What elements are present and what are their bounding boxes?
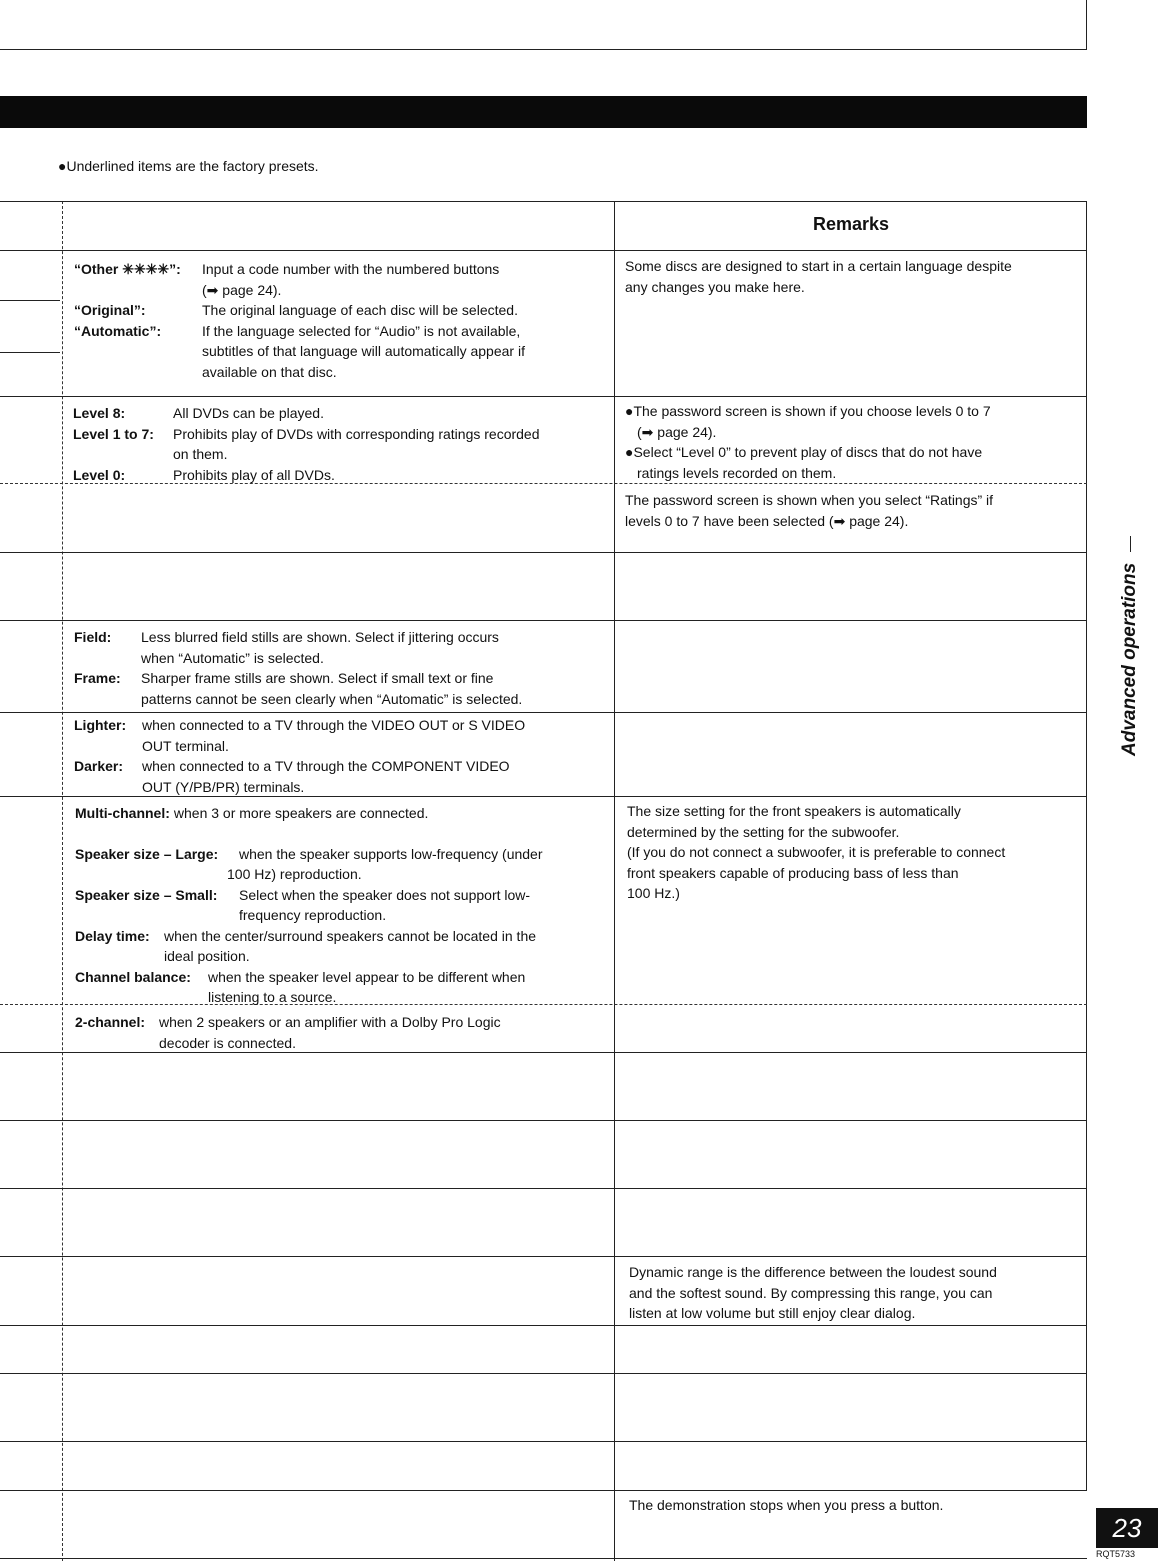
option-text: frequency reproduction. (239, 907, 387, 923)
remarks-header: Remarks (812, 214, 890, 234)
speaker-options (75, 803, 610, 1008)
row-stub-line (0, 352, 60, 353)
remark-line: Some discs are designed to start in a certain language despite (625, 258, 1012, 274)
option-label: Level 8: (73, 405, 126, 421)
factory-preset-note: ●Underlined items are the factory presets. (58, 158, 319, 174)
row-border (0, 552, 1087, 553)
option-label: Field: (74, 629, 112, 645)
option-text: The original language of each disc will be selected. (202, 302, 518, 318)
table-right-border (1086, 201, 1087, 1491)
option-text: decoder is connected. (159, 1034, 296, 1051)
header-row-border (0, 250, 1087, 251)
option-text: (➡ page 24). (202, 281, 282, 298)
option-text: Prohibits play of all DVDs. (173, 466, 335, 483)
row-border (0, 1256, 1087, 1257)
remark-line: The password screen is shown when you select “Ratings” if (625, 492, 994, 508)
speaker-remarks (627, 801, 1082, 904)
option-text: when connected to a TV through the COMPONENT VIDEO (142, 758, 510, 774)
remark-line: any changes you make here. (625, 278, 805, 295)
option-text: when the speaker level appear to be different when (208, 968, 526, 985)
option-label: Darker: (74, 758, 124, 774)
remark-line: The demonstration stops when you press a button. (629, 1497, 944, 1513)
remark-line: front speakers capable of producing bass of less than (627, 864, 959, 881)
option-label: Frame: (74, 670, 121, 686)
ratings-remarks (625, 401, 1080, 483)
ratings-password-remarks (625, 490, 1080, 531)
option-text: when connected to a TV through the VIDEO OUT or S VIDEO (142, 717, 526, 733)
option-text: Input a code number with the numbered buttons (202, 261, 500, 277)
subtitle-remarks (625, 256, 1080, 297)
ratings-options (73, 403, 608, 485)
option-text: patterns cannot be seen clearly when “Automatic” is selected. (141, 690, 523, 707)
row-border (0, 1188, 1087, 1189)
option-label: Lighter: (74, 717, 127, 733)
dynamic-range-remarks (629, 1262, 1084, 1324)
remark-line: listen at low volume but still enjoy clear dialog. (629, 1305, 916, 1321)
row-border (0, 396, 1087, 397)
two-channel-option (75, 1012, 610, 1053)
remark-line: The size setting for the front speakers is automatically (627, 803, 961, 819)
page-code: RQT5733 (1096, 1549, 1136, 1559)
demo-remarks (629, 1495, 1084, 1516)
option-text: when the speaker supports low-frequency (under (239, 845, 543, 862)
row-border (0, 1441, 1087, 1442)
remarks-column-divider (614, 201, 615, 1561)
option-text: on them. (173, 446, 228, 462)
option-label: Speaker size – Large: (75, 845, 219, 862)
remark-line: 100 Hz.) (627, 885, 680, 901)
option-text: listening to a source. (208, 989, 337, 1005)
option-label: “Original”: (74, 302, 146, 318)
remark-line: levels 0 to 7 have been selected (➡ page 24). (625, 512, 909, 529)
option-text: OUT (Y/PB/PR) terminals. (142, 778, 305, 795)
table-bottom-border (0, 1558, 1087, 1559)
row-border (0, 1373, 1087, 1374)
remark-line: determined by the setting for the subwoofer. (627, 823, 900, 840)
option-label: “Automatic”: (74, 322, 162, 339)
row-border (0, 1325, 1087, 1326)
option-label: Delay time: (75, 927, 150, 944)
row-border (0, 620, 1087, 621)
option-text: Less blurred field stills are shown. Select if jittering occurs (141, 629, 499, 645)
row-border (0, 1120, 1087, 1121)
row-border (0, 1490, 1087, 1491)
remark-line: Dynamic range is the difference between the loudest sound (629, 1264, 997, 1280)
option-text: subtitles of that language will automatically appear if (202, 343, 525, 359)
option-text: OUT terminal. (142, 737, 229, 754)
black-level-options (74, 715, 609, 797)
subtitle-options (74, 259, 609, 382)
remark-line: (If you do not connect a subwoofer, it is preferable to connect (627, 844, 1006, 860)
table-top-border (0, 201, 1087, 202)
side-tick (1130, 536, 1131, 552)
option-label: Multi-channel: (75, 805, 170, 821)
remark-line: and the softest sound. By compressing this range, you can (629, 1284, 993, 1301)
option-text: Select when the speaker does not support low- (239, 886, 531, 903)
remark-line: (➡ page 24). (637, 423, 717, 440)
option-label: Channel balance: (75, 968, 191, 985)
remark-line: ●Select “Level 0” to prevent play of discs that do not have (625, 444, 983, 460)
option-label: Level 1 to 7: (73, 425, 154, 442)
section-side-label: Advanced operations (1119, 562, 1140, 756)
row-stub-line (0, 300, 60, 301)
header-band (0, 96, 1087, 128)
option-text: Sharper frame stills are shown. Select if small text or fine (141, 670, 494, 686)
option-text: when 3 or more speakers are connected. (173, 805, 429, 821)
option-text: If the language selected for “Audio” is not available, (202, 322, 521, 339)
top-frame (0, 0, 1087, 50)
row-border (0, 712, 1087, 713)
remark-line: ●The password screen is shown if you choose levels 0 to 7 (625, 403, 991, 419)
option-text: when “Automatic” is selected. (141, 649, 324, 666)
option-label: Level 0: (73, 466, 126, 483)
option-text: when the center/surround speakers cannot be located in the (164, 927, 537, 944)
option-text: 100 Hz) reproduction. (227, 866, 362, 882)
still-options (74, 627, 609, 709)
remark-line: ratings levels recorded on them. (637, 464, 837, 481)
option-label: Speaker size – Small: (75, 886, 218, 903)
page-number: 23 (1096, 1508, 1158, 1548)
option-text: available on that disc. (202, 363, 337, 380)
option-label: 2-channel: (75, 1014, 146, 1030)
option-text: ideal position. (164, 948, 250, 964)
option-text: when 2 speakers or an amplifier with a Dolby Pro Logic (159, 1014, 501, 1030)
left-column-divider (62, 201, 63, 1561)
option-text: All DVDs can be played. (173, 405, 324, 421)
option-label: “Other ✳✳✳✳”: (74, 261, 181, 277)
option-text: Prohibits play of DVDs with corresponding ratings recorded (173, 425, 540, 442)
